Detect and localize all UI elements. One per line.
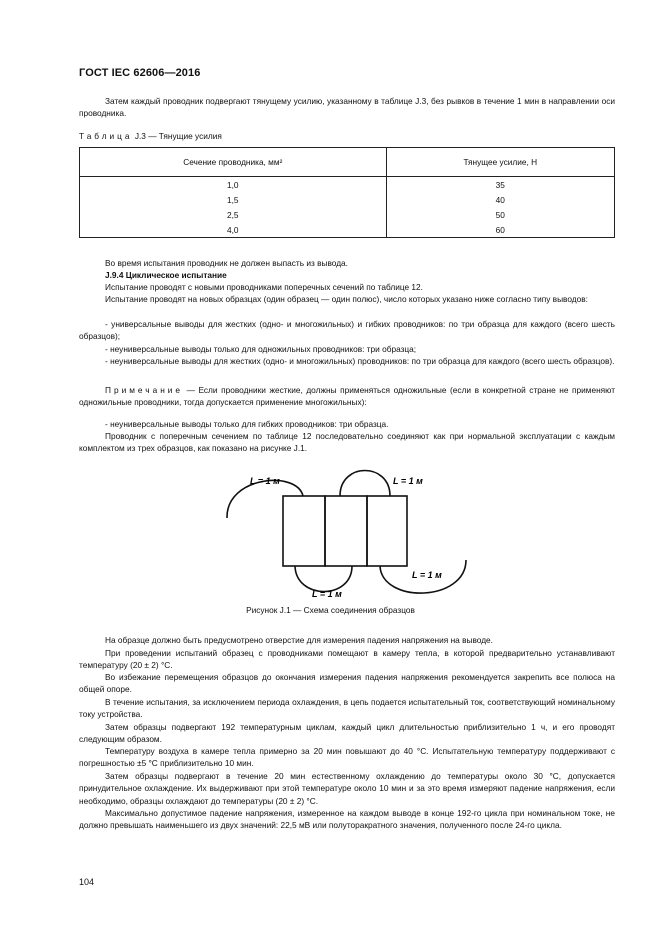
table-caption-prefix: Таблица <box>79 131 133 141</box>
paragraph: Испытание проводят с новыми проводниками поперечных сечений по таблице 12. <box>105 282 423 292</box>
conductor-loop <box>340 471 390 497</box>
paragraph: Температуру воздуха в камере тепла примерно за 20 мин повышают до 40 °С. Испытательную температуру поддерживают с погрешностью ±5 °С приблизительно 10 мин. <box>79 746 615 769</box>
conductor-loop <box>295 566 352 592</box>
table-cell-section: 2,5 <box>80 207 387 222</box>
paragraph: Максимально допустимое падение напряжения, измеренное на каждом выводе в конце 192-го цикла при номинальном токе, не должно превышать наименьшего из двух значений: 22,5 мВ или полуторакратного значения, полученного после 24-го цикла. <box>79 808 615 831</box>
intro-paragraph: Затем каждый проводник подвергают тянущему усилию, указанному в таблице J.3, без рывков в течение 1 мин в направлении оси проводника. <box>79 96 615 119</box>
document-header: ГОСТ IEC 62606—2016 <box>79 67 201 79</box>
page-number: 104 <box>79 877 95 887</box>
list-item: - неуниверсальные выводы для жестких (одно- и многожильных) проводников: по три образца для каждого (всего шесть образцов). <box>105 356 615 366</box>
table-cell-section: 4,0 <box>80 222 387 238</box>
paragraph: Проводник с поперечным сечением по таблице 12 последовательно соединяют как при нормальной эксплуатации с каждым комплектом из трех образцов, как показано на рисунке J.1. <box>79 431 615 454</box>
table-cell-force: 60 <box>386 222 614 238</box>
list-item: - универсальные выводы для жестких (одно- и многожильных) и гибких проводников: по три образца для каждого (всего шесть образцов); <box>79 319 615 342</box>
sample-box <box>367 496 407 566</box>
table-cell-force: 35 <box>386 177 614 193</box>
length-label: L = 1 м <box>250 476 280 486</box>
table-header-force: Тянущее усилие, Н <box>386 148 614 177</box>
list-item: - неуниверсальные выводы только для гибких проводников: три образца. <box>105 419 389 429</box>
figure-caption: Рисунок J.1 — Схема соединения образцов <box>246 605 415 615</box>
paragraph: Затем образцы подвергают 192 температурным циклам, каждый цикл длительностью приблизительно 1 ч, и его проводят следующим образом. <box>79 722 615 745</box>
paragraph: Во избежание перемещения образцов до окончания измерения падения напряжения рекомендуется закрепить все полюса на общей опоре. <box>79 672 615 695</box>
note-prefix: Примечание <box>105 385 184 395</box>
paragraph: На образце должно быть предусмотрено отверстие для измерения падения напряжения на выводе. <box>105 635 493 645</box>
length-label: L = 1 м <box>412 570 442 580</box>
table-cell-force: 50 <box>386 207 614 222</box>
paragraph: Затем образцы подвергают в течение 20 мин естественному охлаждению до температуры около 30 °С, допускается принудительное охлаждение. Их выдерживают при этой температуре около 10 мин и за это время измеряют падение напряжения, если необходимо, образцы охлаждают до температуры (20 ± 2) °С. <box>79 771 615 806</box>
table-cell-section: 1,5 <box>80 192 387 207</box>
table-header-section: Сечение проводника, мм² <box>80 148 387 177</box>
sample-box <box>325 496 367 566</box>
paragraph: Испытание проводят на новых образцах (один образец — один полюс), число которых указано ниже согласно типу выводов: <box>105 294 588 304</box>
table-cell-section: 1,0 <box>80 177 387 193</box>
after-table-text: Во время испытания проводник не должен выпасть из вывода. <box>105 258 348 268</box>
list-item: - неуниверсальные выводы только для одножильных проводников: три образца; <box>105 344 417 354</box>
note-text: — Если проводники жесткие, должны применяться одножильные (если в конкретной стране не применяют одножильные проводники, тогда допускается применение многожильных): <box>79 385 615 408</box>
conductor-loop <box>227 480 303 518</box>
length-label: L = 1 м <box>393 476 423 486</box>
paragraph: В течение испытания, за исключением периода охлаждения, в цепь подается испытательный ток, соответствующий номинальному току устройства. <box>79 697 615 720</box>
section-heading: J.9.4 Циклическое испытание <box>105 270 227 280</box>
paragraph: При проведении испытаний образец с проводниками помещают в камеру тепла, в которой предварительно устанавливают температуру (20 ± 2) °С. <box>79 648 615 671</box>
table-caption-rest: J.3 — Тянущие усилия <box>132 131 222 141</box>
length-label: L = 1 м <box>312 589 342 599</box>
table-cell-force: 40 <box>386 192 614 207</box>
sample-box <box>283 496 325 566</box>
